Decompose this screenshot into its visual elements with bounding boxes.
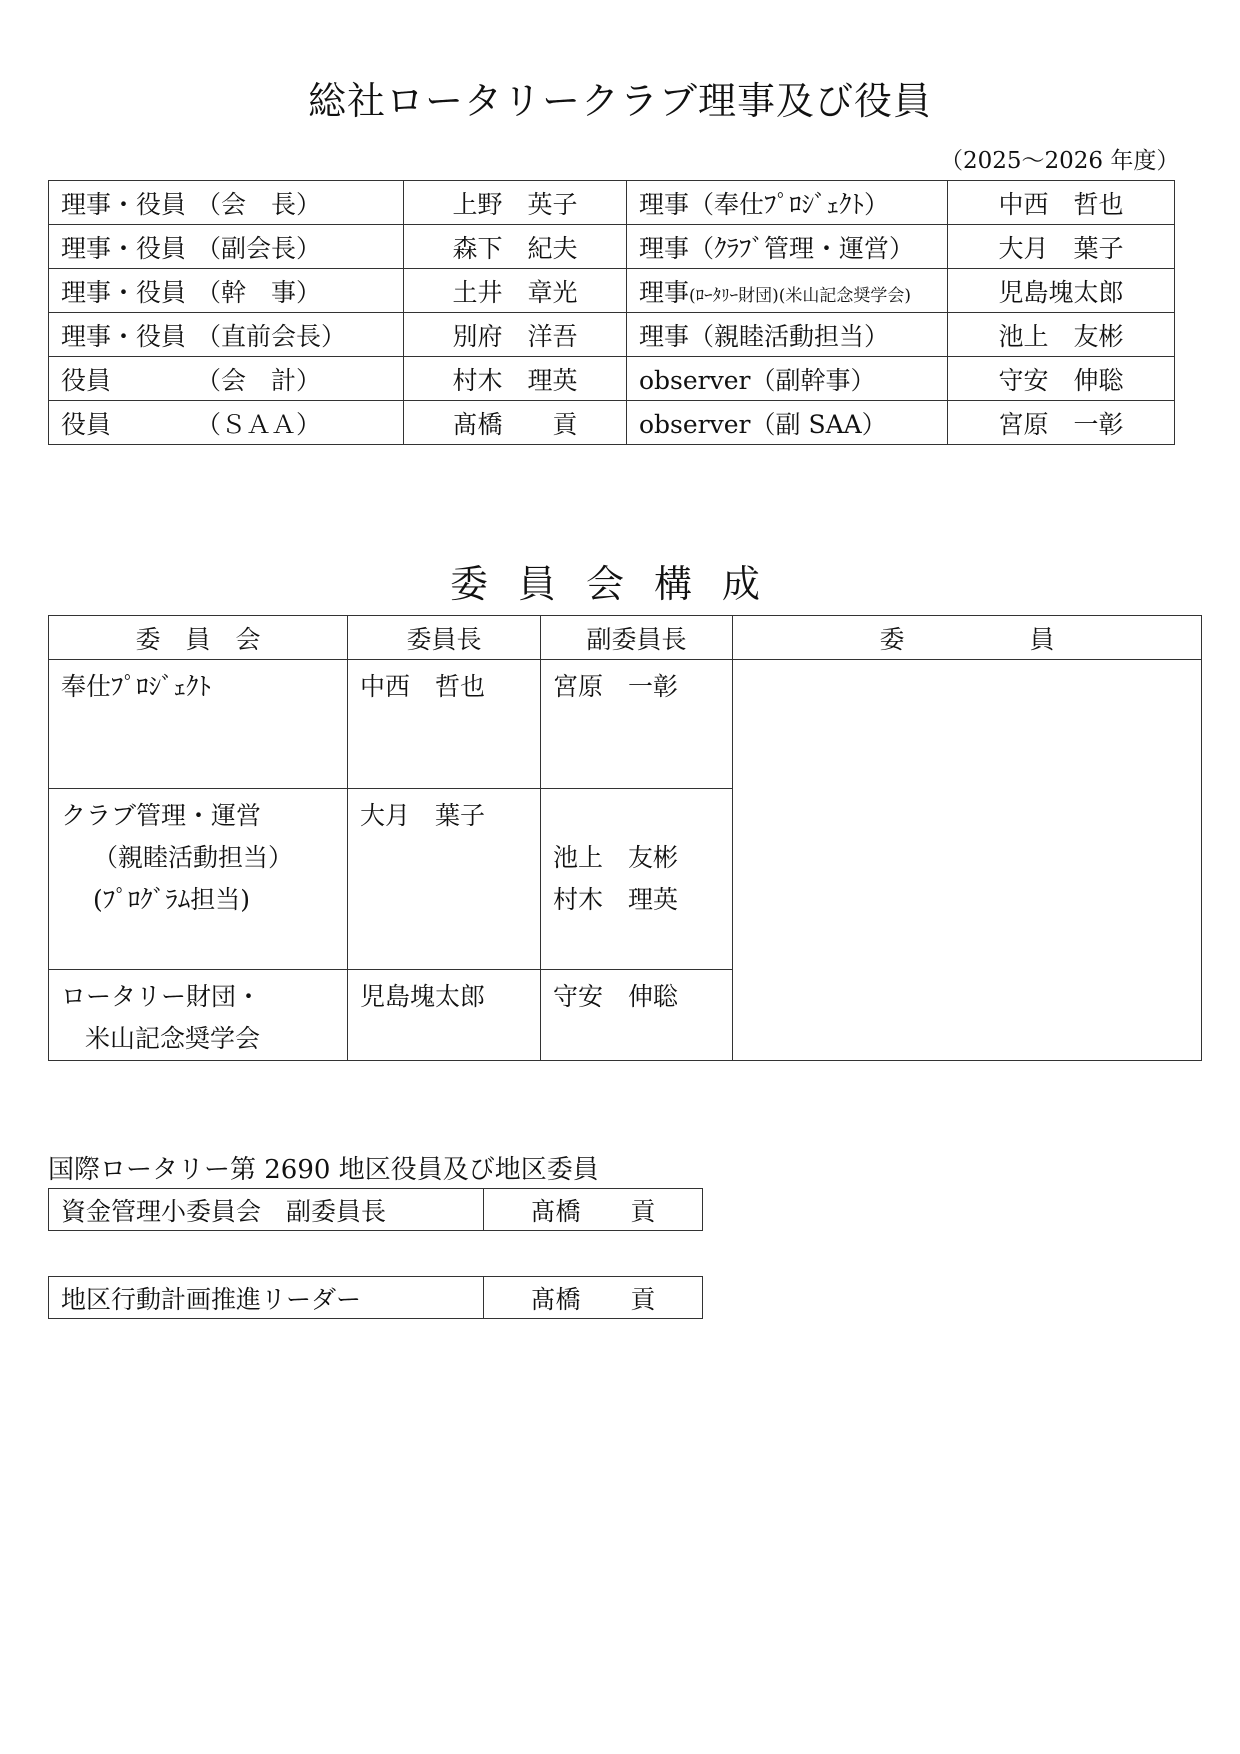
- table-row: [49, 181, 1175, 225]
- table-row: [49, 357, 1175, 401]
- officer-name: 上野 英子: [404, 181, 627, 225]
- officer-role: 理事・役員 （副会長）: [49, 225, 404, 269]
- committee-members: [733, 660, 1202, 1061]
- district-role: 資金管理小委員会 副委員長: [49, 1189, 484, 1231]
- officer-role: 理事・役員 （会 長）: [49, 181, 404, 225]
- director-name: 児島塊太郎: [948, 269, 1175, 313]
- officer-role: 理事・役員 （直前会長）: [49, 313, 404, 357]
- director-role: 理事(ﾛｰﾀﾘｰ財団)(米山記念奨学会): [627, 269, 948, 313]
- committee-name: クラブ管理・運営 （親睦活動担当） (ﾌﾟﾛｸﾞﾗﾑ担当): [49, 789, 348, 970]
- page-title: 総社ロータリークラブ理事及び役員: [307, 79, 932, 123]
- table-row: [49, 269, 1175, 313]
- director-role: 理事（ｸﾗﾌﾞ管理・運営）: [627, 225, 948, 269]
- committee-chair: 中西 哲也: [348, 660, 541, 789]
- officer-name: 別府 洋吾: [404, 313, 627, 357]
- table-row: [49, 1189, 703, 1231]
- director-role: 理事（親睦活動担当）: [627, 313, 948, 357]
- director-role: observer（副 SAA）: [627, 401, 948, 445]
- director-name: 池上 友彬: [948, 313, 1175, 357]
- column-header: 委員長: [348, 616, 541, 660]
- officer-name: 村木 理英: [404, 357, 627, 401]
- district-role-table: [48, 1276, 703, 1319]
- officers-table: [48, 180, 1175, 445]
- committee-name: 奉仕ﾌﾟﾛｼﾞｪｸﾄ: [49, 660, 348, 789]
- officer-role: 理事・役員 （幹 事）: [49, 269, 404, 313]
- committee-vice-chair: 宮原 一彰: [541, 660, 733, 789]
- fiscal-year: （2025～2026 年度）: [940, 148, 1180, 174]
- officer-name: 森下 紀夫: [404, 225, 627, 269]
- column-header: 委 員: [733, 616, 1202, 660]
- table-header-row: [49, 616, 1202, 660]
- column-header: 委 員 会: [49, 616, 348, 660]
- committee-section-title: 委員会構成: [449, 562, 790, 606]
- director-role: 理事（奉仕ﾌﾟﾛｼﾞｪｸﾄ）: [627, 181, 948, 225]
- table-row: [49, 660, 1202, 789]
- director-name: 中西 哲也: [948, 181, 1175, 225]
- committee-name: ロータリー財団・ 米山記念奨学会: [49, 970, 348, 1061]
- district-member: 髙橋 貢: [484, 1277, 703, 1319]
- table-row: [49, 401, 1175, 445]
- district-role-table: [48, 1188, 703, 1231]
- district-member: 髙橋 貢: [484, 1189, 703, 1231]
- director-role: observer（副幹事）: [627, 357, 948, 401]
- officer-role: 役員 （会 計）: [49, 357, 404, 401]
- director-name: 守安 伸聡: [948, 357, 1175, 401]
- district-role: 地区行動計画推進リーダー: [49, 1277, 484, 1319]
- column-header: 副委員長: [541, 616, 733, 660]
- director-name: 大月 葉子: [948, 225, 1175, 269]
- committee-chair: 大月 葉子: [348, 789, 541, 970]
- table-row: [49, 225, 1175, 269]
- officer-role: 役員 （ＳＡＡ）: [49, 401, 404, 445]
- committee-chair: 児島塊太郎: [348, 970, 541, 1061]
- officer-name: 土井 章光: [404, 269, 627, 313]
- director-name: 宮原 一彰: [948, 401, 1175, 445]
- committee-table: [48, 615, 1202, 1061]
- committee-vice-chair: 池上 友彬 村木 理英: [541, 789, 733, 970]
- district-section-title: 国際ロータリー第 2690 地区役員及び地区委員: [48, 1155, 599, 1185]
- table-row: [49, 313, 1175, 357]
- committee-vice-chair: 守安 伸聡: [541, 970, 733, 1061]
- officer-name: 髙橋 貢: [404, 401, 627, 445]
- table-row: [49, 1277, 703, 1319]
